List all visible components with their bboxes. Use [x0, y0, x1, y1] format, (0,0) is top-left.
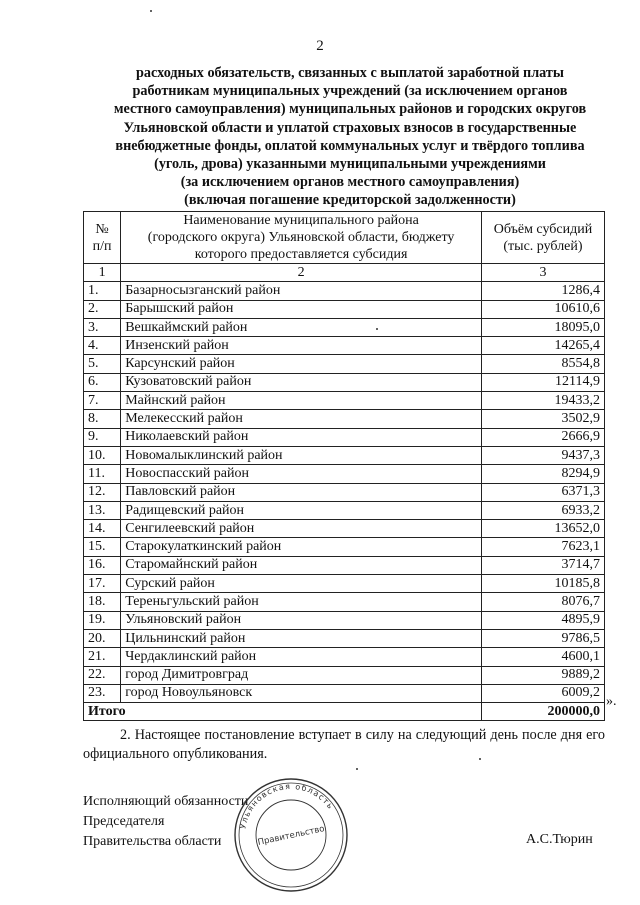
district-name: Новоспасский район — [121, 465, 482, 483]
heading-line: (за исключением органов местного самоуправления) — [180, 174, 520, 191]
district-name: Базарносызганский район — [121, 282, 482, 300]
total-label: Итого — [84, 703, 482, 721]
heading-line: расходных обязательств, связанных с выплатой заработной платы — [136, 65, 564, 81]
district-name: Старокулаткинский район — [121, 538, 482, 556]
district-name: Николаевский район — [121, 428, 482, 446]
table-row — [84, 593, 605, 611]
stamp-outer-text: Ульяновская область — [238, 781, 336, 830]
table-row — [84, 648, 605, 666]
official-stamp — [232, 776, 350, 894]
row-number: 4. — [84, 337, 121, 355]
heading-line: Ульяновской области и уплатой страховых взносов в государственные — [123, 119, 577, 136]
table-row — [84, 300, 605, 318]
subsidy-amount: 7623,1 — [481, 538, 604, 556]
heading-line: работникам муниципальных учреждений (за исключением органов — [132, 83, 568, 100]
row-number: 18. — [84, 593, 121, 611]
table-row — [84, 428, 605, 446]
signer-name: А.С.Тюрин — [526, 832, 593, 847]
scan-speck — [376, 328, 378, 330]
district-name: Новомалыклинский район — [121, 446, 482, 464]
table-row — [84, 318, 605, 336]
scan-speck — [479, 758, 481, 760]
heading-line: (уголь, дрова) указанными муниципальными учреждениями — [154, 156, 546, 173]
district-name: Тереньгульский район — [121, 593, 482, 611]
subsidy-amount: 10610,6 — [481, 300, 604, 318]
district-name: Сенгилеевский район — [121, 520, 482, 538]
row-number: 1. — [84, 282, 121, 300]
column-header-district: Наименование муниципального района (городского округа) Ульяновской области, бюджету которого предоставляется субсидия — [121, 212, 482, 264]
effective-date-paragraph: 2. Настоящее постановление вступает в силу на следующий день после дня его официального опубликования. — [83, 727, 605, 762]
subsidy-amount: 9786,5 — [481, 629, 604, 647]
row-number: 6. — [84, 373, 121, 391]
signature-title-line: Председателя — [83, 814, 165, 829]
row-number: 12. — [84, 483, 121, 501]
table-row — [84, 611, 605, 629]
row-number: 7. — [84, 392, 121, 410]
heading-line: местного самоуправления) муниципальных районов и городских округов — [113, 101, 587, 118]
district-name: Радищевский район — [121, 501, 482, 519]
scan-speck — [150, 10, 152, 12]
district-name: Вешкаймский район — [121, 318, 482, 336]
row-number: 9. — [84, 428, 121, 446]
row-number: 8. — [84, 410, 121, 428]
district-name: Павловский район — [121, 483, 482, 501]
subsidy-amount: 6933,2 — [481, 501, 604, 519]
heading-line: (включая погашение кредиторской задолженности) — [184, 192, 516, 209]
table-row — [84, 666, 605, 684]
table-row — [84, 520, 605, 538]
subsidy-amount: 8554,8 — [481, 355, 604, 373]
district-name: Ульяновский район — [121, 611, 482, 629]
district-name: город Новоульяновск — [121, 684, 482, 702]
subsidy-amount: 13652,0 — [481, 520, 604, 538]
district-name: Сурский район — [121, 575, 482, 593]
row-number: 10. — [84, 446, 121, 464]
stamp-inner-text: Правительство — [256, 824, 326, 848]
signature-title-line: Правительства области — [83, 834, 222, 849]
subsidy-amount: 19433,2 — [481, 392, 604, 410]
row-number: 14. — [84, 520, 121, 538]
district-name: Инзенский район — [121, 337, 482, 355]
column-index: 3 — [481, 264, 604, 282]
row-number: 13. — [84, 501, 121, 519]
subsidy-amount: 9437,3 — [481, 446, 604, 464]
document-heading — [70, 64, 630, 210]
row-number: 21. — [84, 648, 121, 666]
district-name: город Димитровград — [121, 666, 482, 684]
row-number: 22. — [84, 666, 121, 684]
subsidy-amount: 14265,4 — [481, 337, 604, 355]
signature-title-line: Исполняющий обязанности — [83, 794, 249, 809]
page-number: 2 — [316, 38, 324, 54]
table-row — [84, 337, 605, 355]
row-number: 20. — [84, 629, 121, 647]
subsidy-amount: 3714,7 — [481, 556, 604, 574]
subsidy-amount: 4600,1 — [481, 648, 604, 666]
district-name: Карсунский район — [121, 355, 482, 373]
district-name: Старомайнский район — [121, 556, 482, 574]
table-row — [84, 392, 605, 410]
district-name: Чердаклинский район — [121, 648, 482, 666]
row-number: 19. — [84, 611, 121, 629]
row-number: 11. — [84, 465, 121, 483]
table-row — [84, 373, 605, 391]
subsidy-amount: 1286,4 — [481, 282, 604, 300]
subsidy-amount: 2666,9 — [481, 428, 604, 446]
heading-line: внебюджетные фонды, оплатой коммунальных услуг и твёрдого топлива — [115, 137, 585, 154]
total-row — [84, 703, 605, 721]
row-number: 3. — [84, 318, 121, 336]
district-name: Мелекесский район — [121, 410, 482, 428]
subsidy-amount: 10185,8 — [481, 575, 604, 593]
column-index-row — [84, 264, 605, 282]
column-index: 1 — [84, 264, 121, 282]
signature-block — [83, 792, 248, 852]
column-index: 2 — [121, 264, 482, 282]
subsidy-amount: 12114,9 — [481, 373, 604, 391]
table-row — [84, 355, 605, 373]
row-number: 2. — [84, 300, 121, 318]
subsidy-amount: 9889,2 — [481, 666, 604, 684]
column-header-amount: Объём субсидий (тыс. рублей) — [481, 212, 604, 264]
district-name: Майнский район — [121, 392, 482, 410]
subsidy-amount: 6371,3 — [481, 483, 604, 501]
table-row — [84, 465, 605, 483]
svg-text:Ульяновская область — [238, 782, 335, 830]
subsidy-amount: 6009,2 — [481, 684, 604, 702]
scan-speck — [356, 768, 358, 770]
row-number: 15. — [84, 538, 121, 556]
table-row — [84, 446, 605, 464]
subsidy-amount: 3502,9 — [481, 410, 604, 428]
table-row — [84, 282, 605, 300]
district-name: Цильнинский район — [121, 629, 482, 647]
table-row — [84, 556, 605, 574]
subsidy-amount: 8076,7 — [481, 593, 604, 611]
row-number: 17. — [84, 575, 121, 593]
table-row — [84, 629, 605, 647]
table-row — [84, 410, 605, 428]
district-name: Барышский район — [121, 300, 482, 318]
table-row — [84, 575, 605, 593]
district-name: Кузоватовский район — [121, 373, 482, 391]
closing-quote: ». — [606, 694, 617, 709]
table-header-row — [84, 212, 605, 264]
subsidy-amount: 18095,0 — [481, 318, 604, 336]
table-row — [84, 538, 605, 556]
table-row — [84, 684, 605, 702]
subsidy-table — [83, 211, 605, 721]
row-number: 16. — [84, 556, 121, 574]
column-header-number: № п/п — [84, 212, 121, 264]
total-value: 200000,0 — [481, 703, 604, 721]
table-row — [84, 483, 605, 501]
subsidy-amount: 4895,9 — [481, 611, 604, 629]
subsidy-amount: 8294,9 — [481, 465, 604, 483]
row-number: 5. — [84, 355, 121, 373]
table-row — [84, 501, 605, 519]
row-number: 23. — [84, 684, 121, 702]
